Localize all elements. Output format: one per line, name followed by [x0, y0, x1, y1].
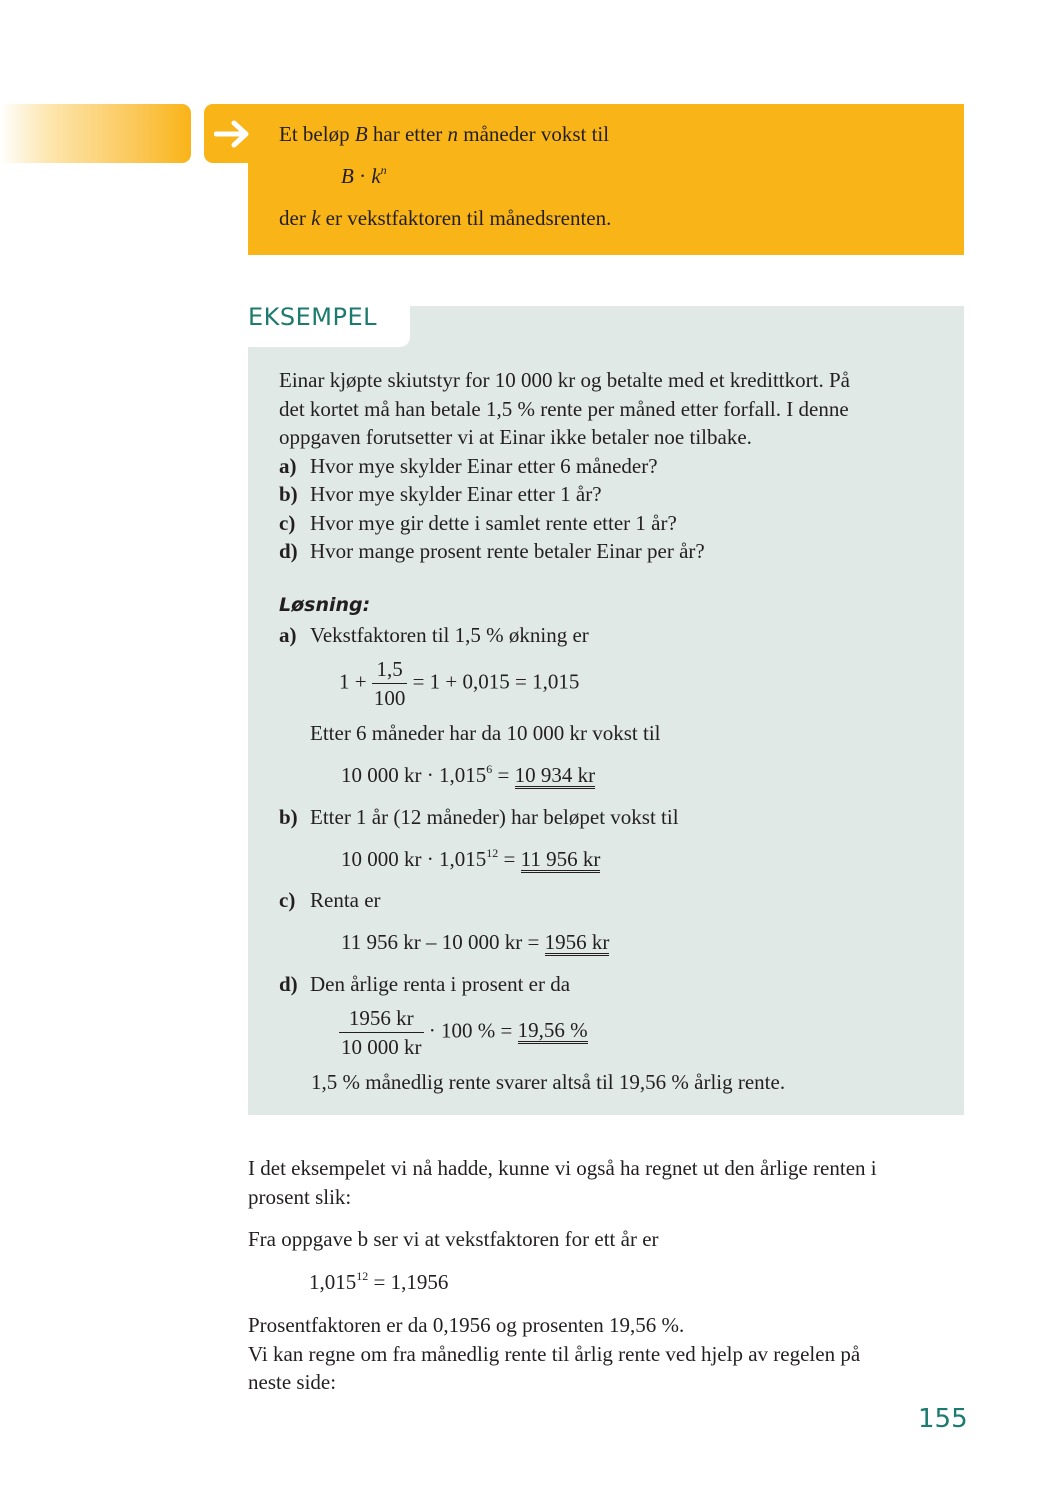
rule-line-3: der k er vekstfaktoren til månedsrenten.: [279, 206, 612, 230]
solution-a-text2: Etter 6 måneder har da 10 000 kr vokst til: [310, 721, 661, 745]
rule-formula: $B \cdot k^n$: [341, 163, 387, 188]
answer-a: 10 934 kr: [514, 763, 596, 787]
solution-a-calc: 10 000 kr · $1,015^6 = 10$ 934 kr: [341, 762, 596, 787]
body-equation: $1,015^{12} = 1,1956$: [309, 1269, 449, 1294]
example-intro: [279, 366, 939, 566]
page-number: 155: [918, 1404, 968, 1434]
body-paragraph-2: Fra oppgave b ser vi at vekstfaktoren for ett år er: [248, 1227, 659, 1251]
body-line: I det eksempelet vi nå hadde, kunne vi også ha regnet ut den årlige renten i: [248, 1156, 877, 1180]
solution-heading: Løsning:: [279, 594, 371, 616]
question-a: a) Hvor mye skylder Einar etter 6 måneder?: [279, 453, 658, 478]
intro-line: det kortet må han betale 1,5 % rente per måned etter forfall. I denne: [279, 396, 849, 421]
intro-line: Einar kjøpte skiutstyr for 10 000 kr og betalte med et kredittkort. På: [279, 368, 850, 392]
solution-a-text: a) Vekstfaktoren til 1,5 % økning er: [279, 623, 589, 647]
solution-b-text: b) Etter 1 år (12 måneder) har beløpet vokst til: [279, 805, 679, 829]
body-line: Vi kan regne om fra månedlig rente til årlig rente ved hjelp av regelen på: [248, 1341, 861, 1366]
answer-b: 11 956 kr: [520, 847, 601, 871]
solution-a-fraction: 1 + $\frac{1,5}{100}$ = 1 + 0,015 = 1,015: [339, 657, 580, 710]
question-d: d) Hvor mange prosent rente betaler Einar per år?: [279, 539, 705, 563]
rule-decoration-fade: [0, 104, 191, 163]
solution-d-conclusion: 1,5 % månedlig rente svarer altså til 19,56 % årlig rente.: [311, 1070, 786, 1094]
example-heading: EKSEMPEL: [248, 303, 378, 331]
answer-d: 19,56 %: [517, 1018, 588, 1043]
solution-c-calc: 11 956 kr – 10 000 kr = 1956 kr: [341, 930, 610, 954]
body-line: Prosentfaktoren er da 0,1956 og prosenten 19,56 %.: [248, 1313, 685, 1337]
body-paragraph-3: [248, 1311, 964, 1397]
answer-c: 1956 kr: [544, 930, 610, 954]
solution-d-fraction: $\frac{1956 kr}{10 000 kr}$ · 100 % = 19,56 %: [341, 1006, 588, 1059]
question-b: b) Hvor mye skylder Einar etter 1 år?: [279, 482, 602, 506]
solution-c-text: c) Renta er: [279, 888, 381, 912]
arrow-right-icon: [214, 119, 254, 149]
body-line: neste side:: [248, 1370, 337, 1394]
body-line: prosent slik:: [248, 1184, 352, 1209]
solution-b-calc: 10 000 kr · $1,015^{12} = 11$ 956 kr: [341, 846, 601, 871]
solution-d-text: d) Den årlige renta i prosent er da: [279, 972, 571, 996]
intro-line: oppgaven forutsetter vi at Einar ikke betaler noe tilbake.: [279, 425, 752, 449]
question-c: c) Hvor mye gir dette i samlet rente etter 1 år?: [279, 510, 677, 535]
body-paragraph-1: [248, 1154, 964, 1211]
rule-line-1: Et beløp B har etter n måneder vokst til: [279, 122, 610, 146]
